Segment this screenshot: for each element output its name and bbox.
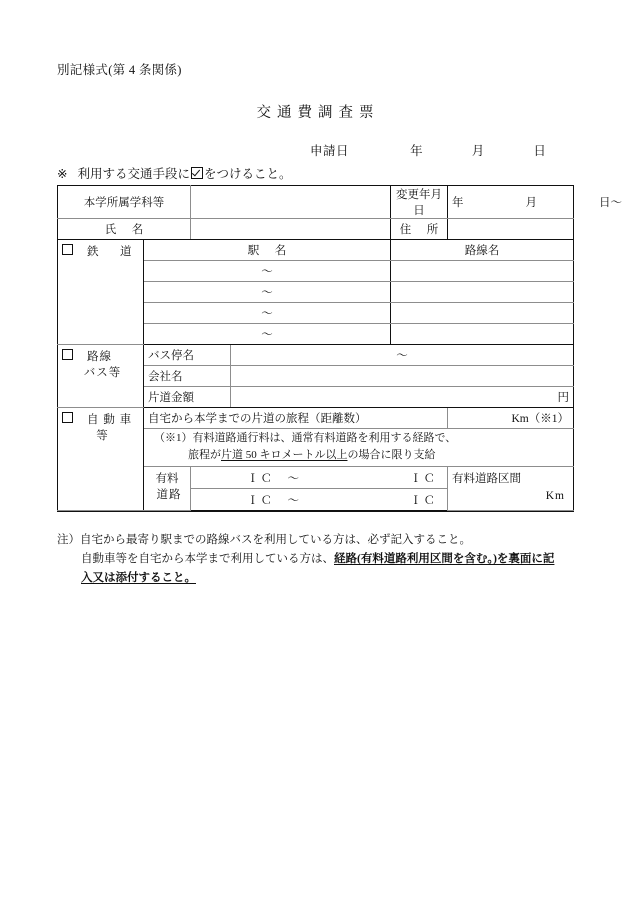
bus-company-label: 会社名 <box>144 366 231 387</box>
change-date-label: 変更年月日 <box>391 186 448 219</box>
railway-checkbox-cell[interactable] <box>58 240 144 345</box>
bus-checkbox-icon[interactable] <box>62 349 73 360</box>
table-row-department <box>58 186 574 219</box>
application-date-day: 日 <box>533 144 546 158</box>
car-checkbox-icon[interactable] <box>62 412 73 423</box>
checked-checkbox-icon <box>191 167 203 179</box>
toll-row-2-from: ＩＣ 〜 <box>247 494 301 507</box>
change-date-day: 日〜 <box>599 197 622 209</box>
toll-section-unit: Km <box>545 490 565 502</box>
name-label: 氏 名 <box>58 219 191 240</box>
change-date-value[interactable] <box>448 186 622 219</box>
car-note-line2-underlined: 片道 50 キロメートル以上 <box>221 449 348 461</box>
bus-stop-label: バス停名 <box>144 345 231 366</box>
toll-row-1-to: ＩＣ <box>410 472 437 485</box>
bus-label-line2: バス等 <box>83 367 122 379</box>
application-date-month: 月 <box>471 144 485 158</box>
line-value[interactable] <box>391 261 574 282</box>
footnote-line-1: 注）自宅から最寄り駅までの路線バスを利用している方は、必ず記入すること。 <box>57 534 471 546</box>
footnote-line-2 <box>57 550 577 569</box>
address-value[interactable] <box>448 219 574 240</box>
footnote-line-2-plain: 自動車等を自宅から本学まで利用している方は、 <box>81 553 334 565</box>
car-checkbox-cell[interactable] <box>58 408 144 511</box>
station-name-header: 駅 名 <box>144 240 391 261</box>
bus-label-line1: 路線 <box>87 351 112 363</box>
car-label-line1: 自 動 車 <box>87 414 133 426</box>
line-value[interactable] <box>391 282 574 303</box>
car-note-line1: （※1）有料道路通行料は、通常有料道路を利用する経路で、 <box>154 432 457 444</box>
form-code: 別記様式(第 4 条関係) <box>57 63 182 77</box>
table-row-bottom-border <box>58 511 574 512</box>
toll-section-summary[interactable] <box>448 467 574 511</box>
page-title: 交通費調査票 <box>256 105 380 121</box>
station-value[interactable]: 〜 <box>144 303 391 324</box>
instruction-text-before: 利用する交通手段に <box>77 167 190 181</box>
table-row-bus-stop <box>58 345 574 366</box>
change-date-month: 月 <box>525 197 537 209</box>
department-value[interactable] <box>191 186 391 219</box>
table-bottom-edge <box>58 511 574 512</box>
table-row-name <box>58 219 574 240</box>
application-date-line <box>310 141 546 159</box>
instruction-text-after: をつけること。 <box>204 167 292 181</box>
table-row-railway-header <box>58 240 574 261</box>
transportation-form-table <box>57 185 622 512</box>
car-note-line2-plain: 旅程が <box>188 449 221 461</box>
toll-section-row-2[interactable] <box>191 489 448 511</box>
car-label-line2: 等 <box>96 430 109 442</box>
toll-road-label-line1: 有料 <box>155 473 179 485</box>
change-date-year: 年 <box>452 197 464 209</box>
bus-fare-label: 片道金額 <box>144 387 231 408</box>
department-label: 本学所属学科等 <box>58 186 191 219</box>
car-distance-label: 自宅から本学までの片道の旅程（距離数） <box>144 408 448 429</box>
footnote-line-2-bold: 経路(有料道路利用区間を含む。)を裏面に記 <box>334 553 555 565</box>
bus-fare-unit[interactable]: 円 <box>231 387 574 408</box>
address-label: 住 所 <box>391 219 448 240</box>
instruction-line <box>57 164 292 182</box>
railway-checkbox-icon[interactable] <box>62 244 73 255</box>
application-date-year: 年 <box>410 144 423 158</box>
application-date-label: 申請日 <box>310 144 350 158</box>
name-value[interactable] <box>191 219 391 240</box>
line-name-header: 路線名 <box>391 240 574 261</box>
car-note <box>144 429 574 467</box>
station-value[interactable]: 〜 <box>144 324 391 345</box>
toll-section-label: 有料道路区間 <box>452 473 521 485</box>
bus-company-value[interactable] <box>231 366 574 387</box>
station-value[interactable]: 〜 <box>144 261 391 282</box>
bus-checkbox-cell[interactable] <box>58 345 144 408</box>
toll-road-label-line2: 道路 <box>156 489 182 501</box>
line-value[interactable] <box>391 303 574 324</box>
toll-row-1-from: ＩＣ 〜 <box>247 472 301 485</box>
car-note-line2-tail: の場合に限り支給 <box>347 449 436 461</box>
railway-label: 鉄 道 <box>87 246 137 258</box>
footnote-line-3: 入又は添付すること。 <box>81 572 196 584</box>
car-distance-unit[interactable]: Km（※1） <box>448 408 574 429</box>
toll-section-row-1[interactable] <box>191 467 448 489</box>
toll-row-2-to: ＩＣ <box>410 494 437 507</box>
line-value[interactable] <box>391 324 574 345</box>
table-row-car-distance <box>58 408 574 429</box>
station-value[interactable]: 〜 <box>144 282 391 303</box>
toll-road-label-cell <box>144 467 191 511</box>
footnote <box>57 531 577 588</box>
reference-mark: ※ <box>57 167 68 181</box>
bus-stop-value[interactable]: 〜 <box>231 345 574 366</box>
